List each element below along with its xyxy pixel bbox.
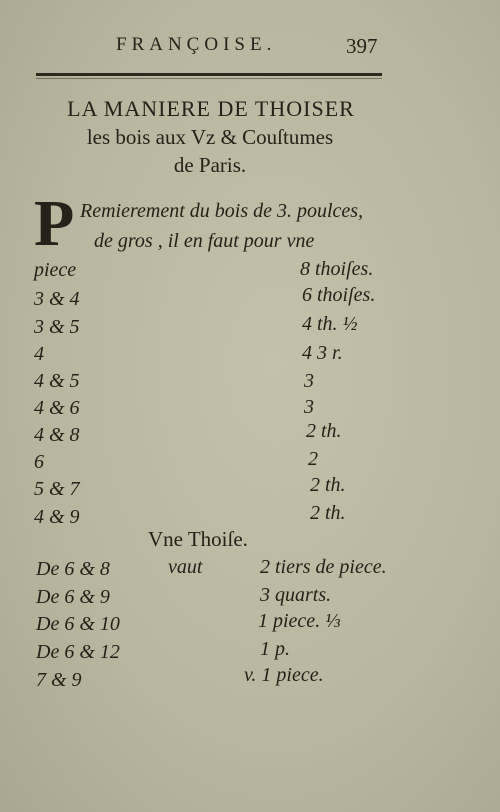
running-title: FRANÇOISE. <box>116 34 277 55</box>
page-number: 397 <box>346 34 378 58</box>
table-row-right: 4 th. ½ <box>302 313 358 335</box>
toise-row-right: v. 1 piece. <box>244 664 324 686</box>
toise-row-right: 2 tiers de piece. <box>260 556 387 578</box>
table-row-left: 4 & 6 <box>34 397 80 419</box>
intro-line-2: de gros , il en faut pour vne <box>94 230 315 252</box>
table-row-right: 3 <box>304 370 314 392</box>
table-row-right: 3 <box>304 396 314 418</box>
subheading: Vne Thoiſe. <box>148 527 248 551</box>
heading-line-3: de Paris. <box>173 153 247 177</box>
table-row-left: piece <box>34 259 77 281</box>
table-row-left: 5 & 7 <box>34 478 80 500</box>
toise-row-left: De 6 & 9 <box>36 586 110 608</box>
table-row-left: 6 <box>34 451 44 473</box>
table-row-right: 2 th. <box>310 502 346 524</box>
toise-row-right: 1 p. <box>260 638 290 660</box>
table-row-right: 2 th. <box>306 420 342 442</box>
toise-row-right: 3 quarts. <box>260 584 332 606</box>
toise-row-left: De 6 & 10 <box>36 613 120 635</box>
table-row-right: 6 thoiſes. <box>302 284 376 306</box>
table-row-right: 8 thoiſes. <box>300 258 374 280</box>
toise-row-left: De 6 & 12 <box>36 641 120 663</box>
intro-line-1: Remierement du bois de 3. poulces, <box>80 200 364 222</box>
table-row-left: 4 & 5 <box>34 370 80 392</box>
head-rule <box>36 73 382 76</box>
toise-row-left: 7 & 9 <box>36 669 82 691</box>
table-row-left: 4 & 8 <box>34 424 80 446</box>
toise-row-right: 1 piece. ⅓ <box>258 610 341 632</box>
table-row-left: 4 & 9 <box>34 506 80 528</box>
chapter-heading <box>0 95 420 179</box>
running-head <box>0 34 500 58</box>
table-row-right: 2 <box>308 448 318 470</box>
toise-row-mid: vaut <box>168 556 203 578</box>
table-row-left: 3 & 5 <box>34 316 80 338</box>
table-row-left: 3 & 4 <box>34 288 80 310</box>
table-row-right: 4 3 r. <box>302 342 343 364</box>
drop-cap: P <box>34 187 75 260</box>
heading-line-2: les bois aux Vz & Couſtumes <box>86 125 334 149</box>
table-row-left: 4 <box>34 343 44 365</box>
head-rule-thin <box>36 78 382 79</box>
table-row-right: 2 th. <box>310 474 346 496</box>
heading-line-1: LA MANIERE DE THOISER <box>67 96 355 121</box>
toise-row-left: De 6 & 8 <box>36 558 110 580</box>
